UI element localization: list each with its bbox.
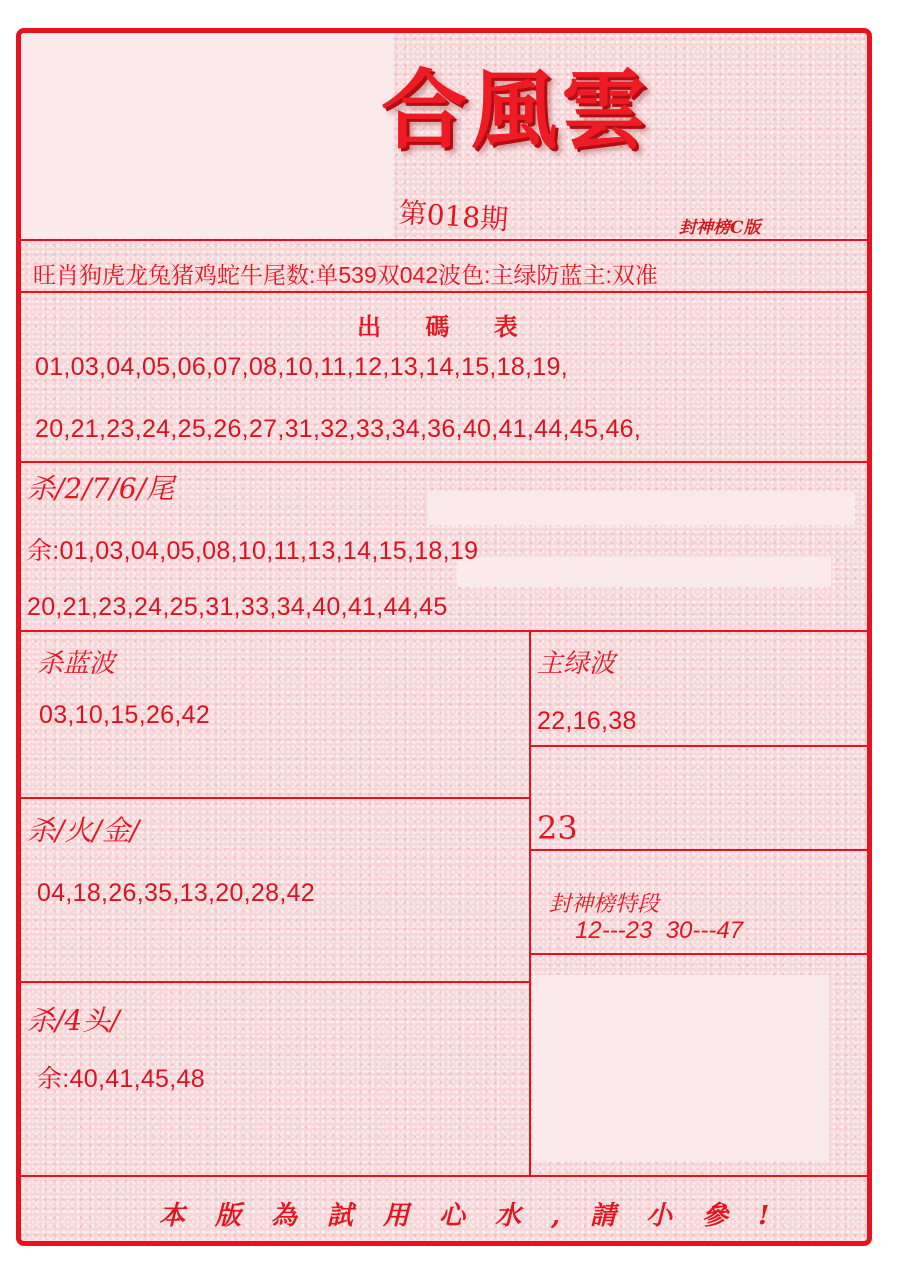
divider bbox=[530, 953, 867, 955]
column-divider bbox=[529, 630, 531, 1175]
kill-head-numbers: 余:40,41,45,48 bbox=[37, 1065, 205, 1093]
divider bbox=[530, 849, 867, 851]
divider bbox=[21, 461, 867, 463]
kill-tail-heading: 杀/2/7/6/尾 bbox=[27, 472, 175, 505]
main-green-numbers: 22,16,38 bbox=[537, 707, 637, 735]
blank-box bbox=[457, 557, 831, 587]
page-title: 合風雲 bbox=[381, 60, 651, 161]
lottery-sheet bbox=[16, 28, 872, 1246]
kill-blue-numbers: 03,10,15,26,42 bbox=[39, 701, 211, 729]
divider bbox=[21, 1175, 867, 1177]
kill-blue-heading: 杀蓝波 bbox=[37, 649, 116, 679]
draw-table-row-2: 20,21,23,24,25,26,27,31,32,33,34,36,40,41,44,45,46, bbox=[35, 415, 642, 443]
header-blank-box bbox=[21, 33, 393, 238]
divider bbox=[21, 981, 530, 983]
edition-label: 封神榜C版 bbox=[679, 218, 761, 238]
special-segment-ranges: 12---23 30---47 bbox=[575, 917, 744, 944]
divider bbox=[21, 291, 867, 293]
divider bbox=[530, 745, 867, 747]
special-segment-heading: 封神榜特段 bbox=[549, 892, 660, 917]
kill-fire-gold-numbers: 04,18,26,35,13,20,28,42 bbox=[37, 879, 315, 907]
blank-box bbox=[533, 975, 829, 1161]
divider bbox=[21, 239, 867, 241]
kill-fire-gold-heading: 杀/火/金/ bbox=[27, 814, 140, 847]
info-line: 旺肖狗虎龙兔猪鸡蛇牛尾数:单539双042波色:主绿防蓝主:双准 bbox=[33, 262, 658, 288]
single-number: 23 bbox=[537, 809, 578, 847]
blank-box bbox=[427, 491, 855, 525]
main-green-heading: 主绿波 bbox=[537, 649, 616, 679]
draw-table-heading: 出 碼 表 bbox=[357, 312, 536, 341]
kill-tail-row-1: 余:01,03,04,05,08,10,11,13,14,15,18,19 bbox=[27, 537, 479, 565]
kill-tail-row-2: 20,21,23,24,25,31,33,34,40,41,44,45 bbox=[27, 593, 448, 621]
issue-number: 第018期 bbox=[397, 196, 510, 237]
divider bbox=[21, 797, 530, 799]
divider bbox=[21, 630, 867, 632]
footer-note: 本版為試用心水,請小參! bbox=[159, 1201, 800, 1231]
draw-table-row-1: 01,03,04,05,06,07,08,10,11,12,13,14,15,18,19, bbox=[35, 353, 568, 381]
kill-head-heading: 杀/4头/ bbox=[27, 1004, 120, 1037]
